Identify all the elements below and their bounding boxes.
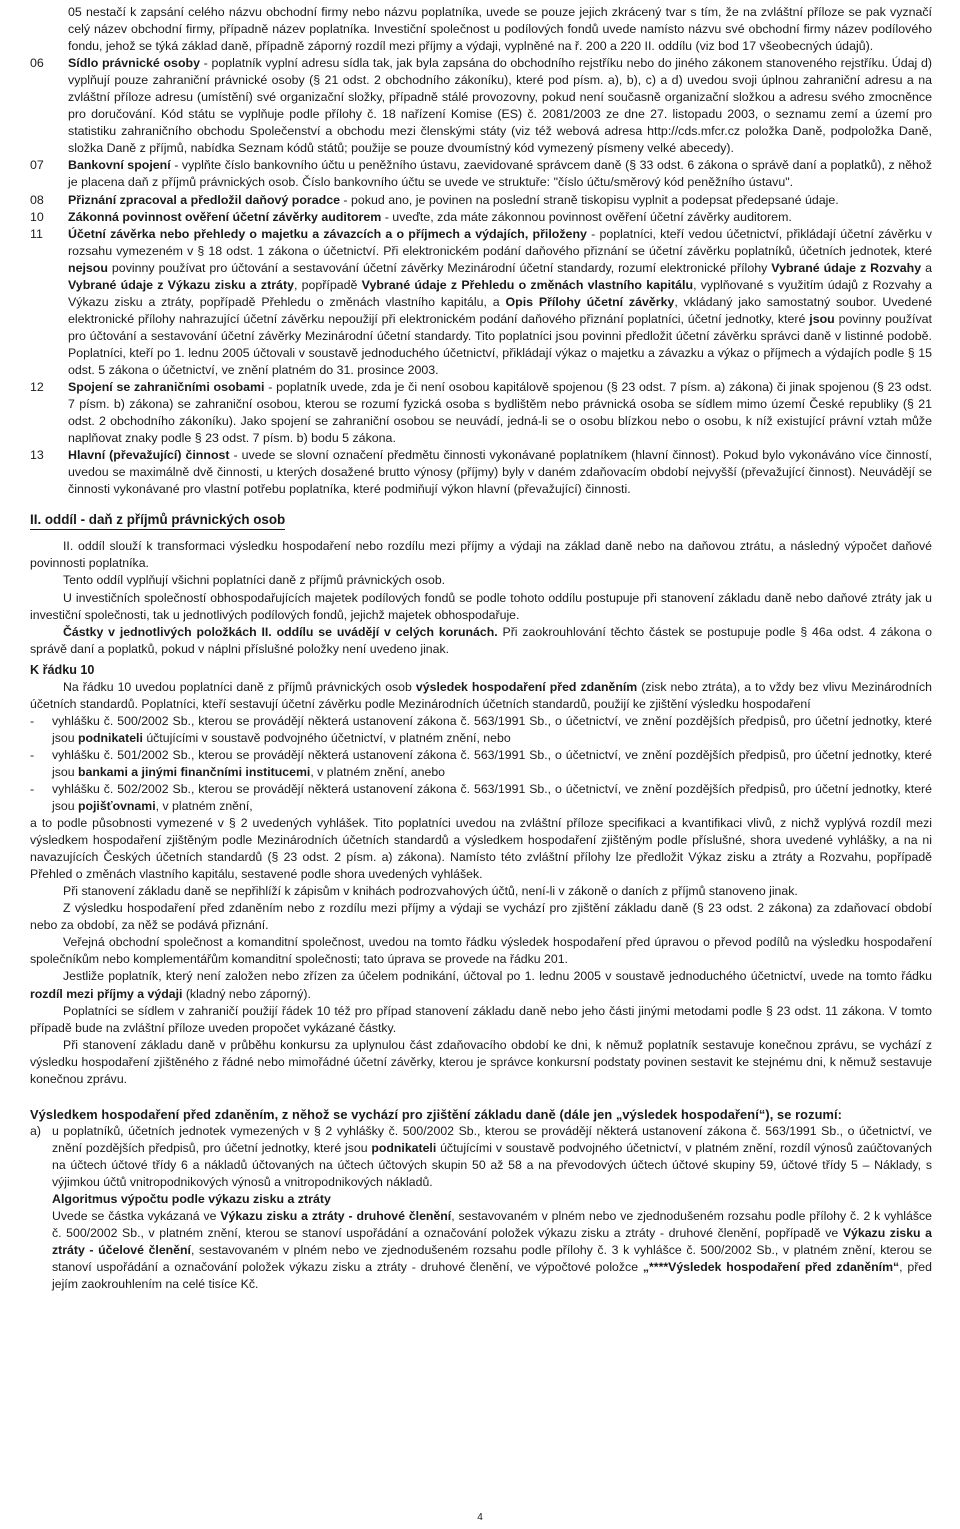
- intro-paragraphs: [30, 538, 932, 657]
- dash-item: [30, 713, 932, 747]
- dash-text: vyhlášku č. 502/2002 Sb., kterou se provádějí některá ustanovení zákona č. 563/1991 Sb., o účetnictví, ve znění pozdějších předpisů, pro účetní jednotky, které jsou pojišťovnami, v platném znění,: [52, 781, 932, 814]
- intro-paragraph: II. oddíl slouží k transformaci výsledku hospodaření nebo rozdílu mezi příjmy a výdaji na základ daně nebo na daňovou ztrátu, a následný výpočet daňové povinnosti poplatníka.: [30, 539, 932, 571]
- item-text: Účetní závěrka nebo přehledy o majetku a závazcích a o příjmech a výdajích, přiloženy - poplatníci, kteří vedou účetnictví, přikládají účetní závěrku v rozsahu vymezeném v § 18 odst. 1 zákona o účetnictví. Při elektronickém podání daňového přiznání se účetní závěrku poplatníků, účetních jednotek, které nejsou povinny používat pro účtování a sestavování účetní závěrky Mezinárodní účetní standardy, rozumí elektronické přílohy Vybrané údaje z Rozvahy a Vybrané údaje z Výkazu zisku a ztráty, popřípadě Vybrané údaje z Přehledu o změnách vlastního kapitálu, vyplňované s využitím údajů z Rozvahy a Výkazu zisku a ztráty, popřípadě Přehledu o změnách vlastního kapitálu, a Opis Přílohy účetní závěrky, vkládaný jako samostatný soubor. Uvedené elektronické přílohy nahrazující účetní závěrku nepoužijí při elektronickém podání daňového přiznání poplatníci, účetní jednotky, které jsou povinny používat pro účtování a sestavování účetní závěrky Mezinárodní účetní standardy. Tito poplatníci jsou povinni předložit účetní závěrku správci daně v listinné podobě. Poplatníci, kteří po 1. lednu 2005 účtovali v soustavě jednoduchého účetnictví, přikládají výkaz o majetku a závazku a výkaz o příjmech a výdajích podle § 15 odst. 5 zákona o účetnictví, ve znění platném do 31. prosince 2003.: [68, 226, 932, 377]
- row10-paragraph: Veřejná obchodní společnost a komanditní společnost, uvedou na tomto řádku výsledek hospodaření před úpravou o převod podílů na výsledku hospodaření společníkům nebo komplementářům komanditní společnosti; tato úprava se provede na řádku 201.: [30, 935, 932, 967]
- row10-paragraph: Jestliže poplatník, který není založen nebo zřízen za účelem podnikání, účtoval po 1. lednu 2005 v soustavě jednoduchého účetnictví, uvede na tomto řádku rozdíl mezi příjmy a výdaji (kladný nebo záporný).: [30, 969, 932, 1001]
- item-text: Hlavní (převažující) činnost - uvede se slovní označení předmětu činnosti vykonávané poplatníkem (hlavní činnost). Pokud bylo vykonáváno více činností, uvedou se maximálně dvě činnosti, u kterých dosažené brutto výnosy (příjmy) byly v daném zdaňovacím období nejvyšší (převažující činnost). Neuvádějí se činnosti vykonávané pro vlastní potřebu poplatníka, které podmiňují výkon hlavní (převažující) činnosti.: [68, 448, 932, 497]
- item-number: 11: [30, 226, 43, 241]
- row10-paragraph: Na řádku 10 uvedou poplatníci daně z příjmů právnických osob výsledek hospodaření před zdaněním (zisk nebo ztráta), a to vždy bez vlivu Mezinárodních účetních standardů. Poplatníci, kteří sestavují účetní závěrku podle Mezinárodních účetních standardů, použijí ke zjištění výsledku hospodaření: [30, 679, 932, 711]
- numbered-item: [30, 379, 932, 447]
- definition-text: u poplatníků, účetních jednotek vymezených v § 2 vyhlášky č. 500/2002 Sb., kterou se provádějí některá ustanovení zákona č. 563/1991 Sb., o účetnictví, ve znění pozdějších předpisů, pro účetní jednotky, které jsou podnikateli účtujícími v soustavě podvojného účetnictví, v platném znění, rozdíl výnosů zaúčtovaných na účtech účtové třídy 6 a nákladů účtovaných na účtech účtových skupin 50 až 58 a na převodových účtech účtové skupiny 59, účtové třídy 5 – Náklady, s výjimkou účtů vnitropodnikových výnosů a vnitropodnikových nákladů.: [52, 1123, 932, 1189]
- page-number: 4: [477, 1512, 483, 1523]
- definition-letter: a): [30, 1123, 41, 1138]
- dash-text: vyhlášku č. 501/2002 Sb., kterou se provádějí některá ustanovení zákona č. 563/1991 Sb., o účetnictví, ve znění pozdějších předpisů, pro účetní jednotky, které jsou bankami a jinými finančními institucemi, v platném znění, anebo: [52, 747, 932, 779]
- item-text: Přiznání zpracoval a předložil daňový poradce - pokud ano, je povinen na poslední straně tiskopisu vyplnit a podepsat předepsané údaje.: [68, 192, 839, 207]
- numbered-item: [30, 55, 932, 157]
- intro-paragraph: U investičních společností obhospodařujících majetek podílových fondů se podle tohoto oddílu postupuje při stanovení základu daně nebo daňové ztráty jak u investiční společnosti, tak u jednotlivých podílových fondů, jejichž majetek obhospodařuje.: [30, 590, 932, 622]
- intro-paragraph: Částky v jednotlivých položkách II. oddílu se uvádějí v celých korunách. Při zaokrouhlování těchto částek se postupuje podle § 46a odst. 4 zákona o správě daní a poplatků, pokud v náplni příslušné položky není uvedeno jinak.: [30, 624, 932, 656]
- row10-paragraph: Při stanovení základu daně se nepřihlíží k zápisům v knihách podrozvahových účtů, není-li v zákoně o daních z příjmů stanoveno jinak.: [63, 884, 798, 899]
- definition-title: Výsledkem hospodaření před zdaněním, z něhož se vychází pro zjištění základu daně (dále jen „výsledek hospodaření“), se rozumí:: [30, 1106, 843, 1122]
- dash-bullet: -: [30, 713, 35, 728]
- row10-paragraph: a to podle působnosti vymezené v § 2 uvedených vyhlášek. Tito poplatníci uvedou na zvláštní příloze specifikaci a kvantifikaci vlivů, z nichž vyplývá rozdíl mezi výsledkem hospodaření zjištěným podle Mezinárodních účetních standardů a výsledkem hospodaření zjištěným podle příslušné, shora uvedené vyhlášky, a na ni navazujících Českých účetních standardů (§ 23 odst. 2 písm. a) zákona). Namísto této zvláštní přílohy lze předložit Výkaz zisku a ztráty a Rozvahu, popřípadě Přehled o změnách vlastního kapitálu, sestavené podle shora uvedených vyhlášek.: [30, 816, 932, 882]
- numbered-item: [30, 4, 932, 55]
- document-page: [30, 0, 932, 1293]
- item-number: 06: [30, 56, 44, 71]
- item-number: 13: [30, 448, 44, 463]
- algorithm-block: [30, 1191, 932, 1293]
- algorithm-text: Uvede se částka vykázaná ve Výkazu zisku a ztráty - druhové členění, sestavovaném v plném nebo ve zjednodušeném rozsahu podle přílohy č. 2 k vyhlášce č. 500/2002 Sb., v platném znění, kterou se stanoví uspořádání a označování položek výkazu zisku a ztráty - druhové členění, popřípadě ve Výkazu zisku a ztráty - účelové členění, sestavovaném v plném nebo ve zjednodušeném rozsahu podle přílohy č. 3 k vyhlášce č. 500/2002 Sb., v platném znění, kterou se stanoví uspořádání a označování položek výkazu zisku a ztráty - druhové členění, ve výpočtové položce „****Výsledek hospodaření před zdaněním“, před jejím zaokrouhlením na celé tisíce Kč.: [52, 1209, 932, 1292]
- numbered-item: [30, 157, 932, 191]
- dash-list: [30, 713, 932, 815]
- row10-paragraph: Z výsledku hospodaření před zdaněním nebo z rozdílu mezi příjmy a výdaji se vychází pro zjištění základu daně (§ 23 odst. 2 zákona) za zdaňovací období nebo za období, za něž se podává přiznání.: [30, 901, 932, 933]
- section-title: II. oddíl - daň z příjmů právnických osob: [30, 512, 285, 530]
- item-text: Sídlo právnické osoby - poplatník vyplní adresu sídla tak, jak byla zapsána do obchodního rejstříku nebo do jiného zákonem stanoveného rejstříku. Údaj d) vyplňují pouze zahraniční právnické osoby (§ 21 odst. 2 obchodního zákoníku), které pod písm. a), b), c) a d) uvedou svoji úplnou zahraniční adresu a na zvláštní příloze adresu (umístění) své organizační složky, případně stálé provozovny, pokud není současně organizační složkou a adresu svého zmocněnce pro doručování. Kód státu se vyplňuje podle přílohy č. 18 nařízení Komise (ES) č. 2081/2003 ze dne 27. listopadu 2003, o seznamu zemí a území pro statistiku zahraničního obchodu Společenství a obchodu mezi členskými státy (viz též webová adresa http://cds.mfcr.cz položka Daně, podpoložka Daně, složka Daně z příjmů, nabídka Seznam kódů států; použije se pouze dvoumístný kód vymezený písmeny velké abecedy).: [68, 56, 932, 156]
- dash-item: [30, 781, 932, 815]
- numbered-item: [30, 209, 932, 226]
- row10-heading: K řádku 10: [30, 662, 95, 677]
- item-text: Bankovní spojení - vyplňte číslo bankovního účtu u peněžního ústavu, zaevidované správcem daně (§ 33 odst. 6 zákona o správě daní a poplatků), z něhož je placena daň z příjmů právnických osob. Číslo bankovního účtu se uvede ve struktuře: "číslo účtu/směrový kód peněžního ústavu".: [68, 158, 932, 190]
- numbered-item: [30, 226, 932, 379]
- dash-text: vyhlášku č. 500/2002 Sb., kterou se provádějí některá ustanovení zákona č. 563/1991 Sb., o účetnictví, ve znění pozdějších předpisů, pro účetní jednotky, které jsou podnikateli účtujícími v soustavě podvojného účetnictví, v platném znění, nebo: [52, 713, 932, 745]
- item-text: Zákonná povinnost ověření účetní závěrky auditorem - uveďte, zda máte zákonnou povinnost ověření účetní závěrky auditorem.: [68, 209, 792, 224]
- items-list: [30, 0, 932, 498]
- intro-paragraph: Tento oddíl vyplňují všichni poplatníci daně z příjmů právnických osob.: [63, 573, 446, 588]
- row10-paragraphs: [30, 815, 932, 1088]
- item-number: 10: [30, 209, 44, 224]
- numbered-item: [30, 447, 932, 498]
- item-number: 07: [30, 158, 44, 173]
- dash-item: [30, 747, 932, 781]
- item-text: 05 nestačí k zapsání celého názvu obchodní firmy nebo názvu poplatníka, uvede se pouze jejich zkrácený tvar s tím, že na zvláštní příloze se pak vyznačí celý název obchodní firmy, případně název poplatníka. Investiční společnost u podílových fondů uvede namísto názvu své obchodní firmy název podílového fondu, jehož se týká základ daně, případně záporný rozdíl mezi příjmy a výdaji, vyplněné na ř. 200 a 220 II. oddílu (viz bod 17 všeobecných údajů).: [68, 5, 932, 54]
- numbered-item: [30, 192, 932, 209]
- dash-bullet: -: [30, 781, 35, 796]
- item-text: Spojení se zahraničními osobami - poplatník uvede, zda je či není osobou kapitálově spojenou (§ 23 odst. 7 písm. a) zákona) či jinak spojenou (§ 23 odst. 7 písm. b) zákona) se zahraniční osobou, kterou se rozumí fyzická osoba s bydlištěm nebo právnická osoba se sídlem mimo území České republiky (§ 21 odst. 2 obchodního zákoníku). Jako spojení se zahraniční osobou se neuvádí, jedná-li se o osobu blízkou nebo o osobu, k níž existující právní vztah může naplňovat znaky podle § 23 odst. 7 písm. b) bodu 5 zákona.: [68, 380, 933, 446]
- definition-item-a: [30, 1123, 932, 1191]
- item-number: 08: [30, 192, 44, 207]
- item-number: 12: [30, 380, 44, 395]
- row10-paragraph: Poplatníci se sídlem v zahraničí použijí řádek 10 též pro případ stanovení základu daně nebo jeho části jinými metodami podle § 23 odst. 11 zákona. V tomto případě bude na zvláštní příloze uveden propočet vykázané částky.: [30, 1003, 932, 1035]
- row10-paragraph: Při stanovení základu daně v průběhu konkursu za uplynulou část zdaňovacího období ke dni, k němuž poplatník sestavuje konečnou zprávu, se vychází z výsledku hospodaření zjištěného z řádné nebo mimořádné účetní závěrky, kterou je správce konkursní podstaty povinen sestavit ke stejnému dni, k němuž sestavuje konečnou zprávu.: [30, 1037, 932, 1086]
- dash-bullet: -: [30, 747, 35, 762]
- algorithm-title: Algoritmus výpočtu podle výkazu zisku a ztráty: [52, 1192, 331, 1206]
